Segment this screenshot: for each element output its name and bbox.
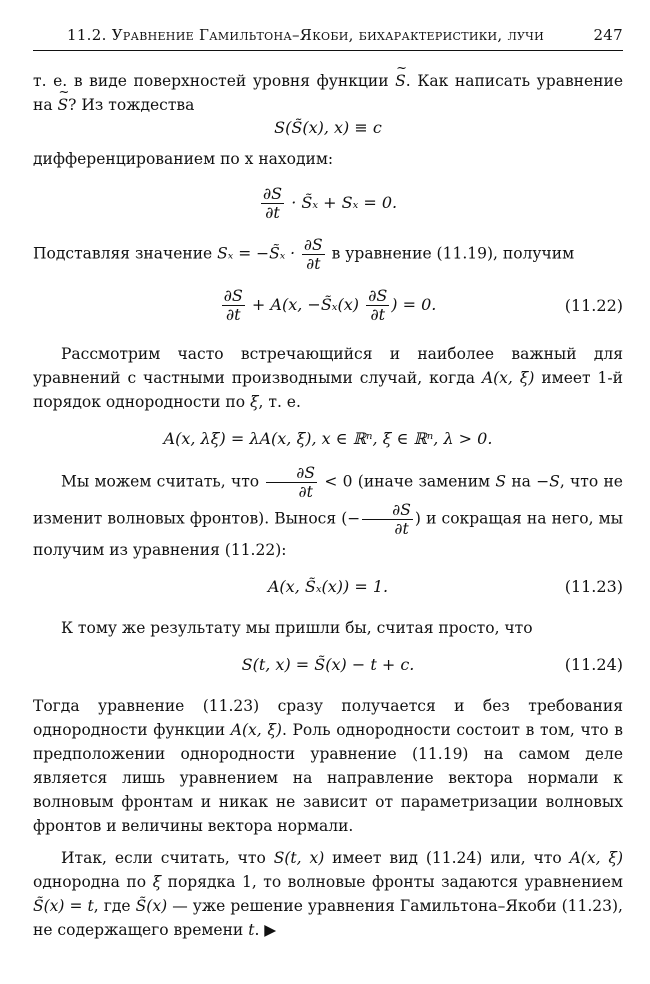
formula-11-22 <box>33 287 623 324</box>
formula-11-24: S(t, x) = S̃(x) − t + c. <box>241 655 415 674</box>
denominator: ∂t <box>266 482 317 501</box>
denominator: ∂t <box>366 305 389 324</box>
equation-11-24 <box>33 654 623 676</box>
denominator: ∂t <box>302 254 325 273</box>
a-x-xi: A(x, ξ) <box>230 721 282 739</box>
fraction-dS-dt <box>362 501 413 538</box>
equation-11-22 <box>33 287 623 324</box>
numerator: ∂S <box>262 184 283 203</box>
p3-text-b: в уравнение (11.19), получим <box>331 244 575 263</box>
p8-text-a: Итак, если считать, что <box>61 849 266 867</box>
paragraph-7 <box>33 694 623 838</box>
p8-text-d: порядка 1, то волновые фронты задаются уравнением <box>167 873 623 891</box>
p5-text-c: на <box>511 472 531 491</box>
a-x-xi: A(x, ξ) <box>569 849 623 867</box>
p4-text-c: , т. е. <box>258 393 301 411</box>
equation-number: (11.22) <box>564 295 623 315</box>
p4-text-a: Рассмотрим часто встречающийся и наиболее важный для уравнений с частными производными случай, когда <box>33 345 623 387</box>
xi-symbol: ξ <box>249 393 259 411</box>
equation-11-23 <box>33 576 623 598</box>
p1-text-a: т. е. в виде поверхностей уровня функции <box>33 72 389 90</box>
fraction-dS-dt <box>302 236 325 273</box>
inequality: < 0 <box>324 472 353 491</box>
p1-text-c: ? Из тождества <box>68 96 195 114</box>
paragraph-4 <box>33 342 623 414</box>
paragraph-5 <box>33 464 623 562</box>
p5-text-b: (иначе заменим <box>357 472 491 491</box>
s-tilde-symbol: ~ S <box>58 93 69 117</box>
s-t-x: S(t, x) <box>273 849 325 867</box>
equation-differentiation <box>33 185 623 222</box>
end-of-proof-marker: ▶ <box>264 921 277 939</box>
paragraph-8: Итак, если считать, что S(t, x) имеет вид (11.24) или, что A(x, ξ) однородна по ξ порядка 1, то волновые фронты задаются уравнением S̃(x) = t, где S̃(x) — уже решение уравнения Гамильтона–Якоби (11.23), не содержащего времени t. ▶ <box>33 849 623 939</box>
s-tilde-symbol: ~ S <box>395 69 406 93</box>
p5-text-e: и сокращая на него, мы получим из уравнения (11.22): <box>33 509 623 559</box>
differentiation-formula <box>33 185 623 222</box>
numerator: ∂S <box>304 236 323 254</box>
xi-symbol: ξ <box>152 873 162 891</box>
numerator: ∂S <box>368 286 388 305</box>
paren-open: (− <box>341 509 361 528</box>
denominator: ∂t <box>261 203 284 222</box>
equation-homogeneity <box>33 428 623 450</box>
fraction-dS-dt <box>222 287 245 324</box>
p1-text-b: . Как написать уравнение на <box>33 72 624 114</box>
fraction-dS-dt <box>261 185 284 222</box>
p4-text-b: имеет 1-й порядок однородности по <box>33 369 623 411</box>
paragraph-1 <box>33 69 623 117</box>
fraction-dS-dt <box>366 287 389 324</box>
paragraph-6: К тому же результату мы пришли бы, считая просто, что <box>61 619 533 637</box>
s-tilde-x: S̃(x) <box>135 897 168 915</box>
header-title: 11.2. Уравнение Гамильтона–Якоби, бихарактеристики, лучи <box>67 26 544 44</box>
numerator: ∂S <box>392 501 411 519</box>
formula-mid: + A(x, −S̃ₓ(x) <box>251 295 359 314</box>
equation-identity <box>33 117 623 139</box>
substitution-formula: Sₓ = −S̃ₓ · <box>217 244 296 263</box>
equation-number: (11.23) <box>564 577 623 596</box>
a-x-xi: A(x, ξ) <box>481 369 535 387</box>
paragraph-3 <box>33 236 623 273</box>
neg-s-symbol: −S <box>536 472 560 491</box>
running-header <box>33 26 623 51</box>
s-symbol: S <box>495 472 507 491</box>
page-number: 247 <box>593 26 623 44</box>
t-symbol: t <box>248 921 255 939</box>
numerator: ∂S <box>223 286 243 305</box>
p5-text-a: Мы можем считать, что <box>61 472 260 491</box>
p8-text-f: — уже решение уравнения Гамильтона–Якоби (11.23), не содержащего времени <box>33 897 623 939</box>
formula-tail: ) = 0. <box>391 295 437 314</box>
paragraph-2: дифференцированием по x находим: <box>33 150 334 168</box>
p8-text-c: однородна по <box>33 873 147 891</box>
denominator: ∂t <box>222 305 245 324</box>
p5-text-d: , что не изменит волновых фронтов). Вынося <box>33 472 623 528</box>
numerator: ∂S <box>296 464 316 482</box>
page <box>33 26 623 942</box>
p7-text-a: Тогда уравнение (11.23) сразу получается и без требования однородности функции <box>33 697 623 739</box>
p3-text-a: Подставляя значение <box>33 244 213 263</box>
formula-11-23: A(x, S̃ₓ(x)) = 1. <box>267 577 389 596</box>
identity-formula: S(S̃(x), x) ≡ c <box>274 118 382 137</box>
fraction-dS-dt <box>266 464 317 501</box>
denominator: ∂t <box>362 519 413 538</box>
p7-text-b: . Роль однородности состоит в том, что в предположении однородности уравнение (11.19) на самом деле является лишь уравнением на направление вектора нормали к волновым фронтам и никак не зависит от параметризации волновых фронтов и величины вектора нормали. <box>33 721 623 835</box>
equation-number: (11.24) <box>564 655 623 674</box>
p8-text-b: имеет вид (11.24) или, что <box>332 849 562 867</box>
level-set-formula: S̃(x) = t <box>33 897 94 915</box>
p8-text-e: , где <box>93 897 131 915</box>
formula-tail: · S̃ₓ + Sₓ = 0. <box>291 193 398 212</box>
paren-close: ) <box>414 509 421 528</box>
homogeneity-formula: A(x, λξ) = λA(x, ξ), x ∈ ℝⁿ, ξ ∈ ℝⁿ, λ > 0. <box>163 429 493 448</box>
